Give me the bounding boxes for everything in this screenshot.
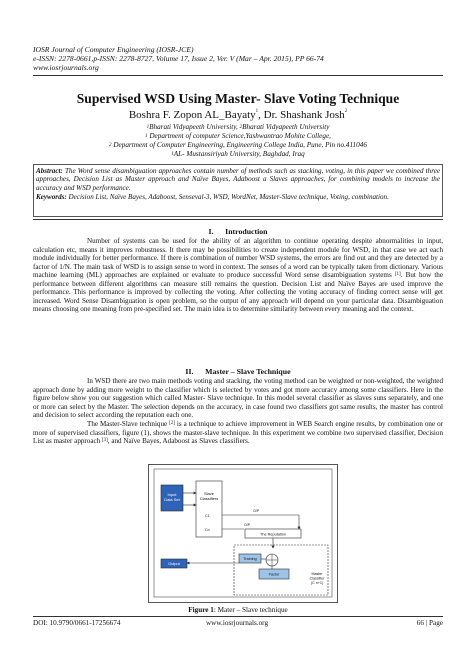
op1-label: O/P	[253, 509, 260, 513]
caption-label: Figure 1	[188, 606, 214, 614]
affiliation-line-1	[33, 123, 443, 132]
section-number: II.	[185, 367, 194, 376]
section-heading-master-slave	[33, 367, 443, 376]
slave-classifiers-label: Slave Classifiers	[199, 491, 219, 501]
author-2: , Dr. Shashank Josh	[258, 109, 345, 121]
affiliation-line-4	[33, 150, 443, 159]
paragraph-text: , and Naïve Bayes, Adaboost as Slaves classifiers.	[107, 437, 250, 446]
citation: [2]	[169, 421, 175, 426]
footer-page: 66 | Page	[416, 619, 443, 627]
footer-rule	[33, 616, 443, 617]
authors-line	[33, 109, 443, 121]
master-classifier-label: Master Classifier (C n+1)	[309, 572, 325, 585]
paragraph-text: is a technique to achieve improvement in WEB Search engine results, by combination one or more of supervised classifiers, figure (1), shows the master-slave technique. In this experiment we combine two supervised classifier, Decision List as master approach	[33, 420, 443, 446]
header-rule	[33, 75, 443, 76]
abstract	[36, 167, 440, 192]
figure-caption	[33, 606, 443, 614]
affiliation-sup: 2	[239, 125, 243, 130]
keywords-text: Decision List, Naïve Bayes, Adaboost, Senseval-3, WSD, WordNet, Master-Slave technique, Voting, combination.	[66, 193, 389, 201]
affiliation-line-3	[33, 141, 443, 150]
abstract-rule	[33, 219, 443, 220]
affiliation-text: Bharati Vidyapeeth University,	[149, 123, 240, 131]
affiliation-sup: 1	[145, 134, 148, 139]
paragraph-text: The Master-Slave technique	[87, 420, 170, 428]
affiliation-sup: 2	[109, 143, 112, 148]
paragraph	[33, 237, 443, 314]
op2-label: O/P	[244, 523, 251, 527]
affiliation-sup: 1	[171, 152, 174, 157]
abstract-label: Abstract:	[36, 167, 63, 175]
factor-label: Factor	[268, 572, 280, 577]
paragraph	[33, 420, 443, 446]
paragraph-text: Number of systems can be used for the ability of an algorithm to continue operating despite abnormalities in input, calculation etc, means it improves robustness. It there may be possibilities to create independent module for WSD, in that case we act each module individually for better performance. If there is combination of number WSD systems, the errors are find out and they are detected by a factor of 1/N. The main task of WSD is to assign sense to word in context. The senses of a word can be typically taken from dictionary. Various machine learning (ML) approaches are explained or evaluate to produce successful Word sense disambiguation systems	[33, 237, 443, 280]
footer-website: www.iosrjournals.org	[205, 619, 269, 627]
abstract-text: The Word sense disambiguation approaches contain number of methods such as stacking, voting, in this paper we combined three approaches, Decision List as Master approach and Naïve Bayes, Adaboost a Slaves approaches, for combining models to increase the accuracy and WSD performance.	[36, 167, 440, 192]
paragraph-text: In WSD there are two main methods voting and stacking, the voting method can be weighted or non-weighted, the weighted approach done by adding more weight to the classifier which is selected by votes and got more accuracy among some classifiers. Here in the figure below show you our suggestion which called Master- Slave technique. In this model several classifier as slaves suns separately, and one or more can select by the Master. The selection depends on the accuracy, in case found two classifiers got same results, the master has control and decision to select according the reputation each one.	[33, 377, 443, 420]
training-label: Training	[243, 557, 257, 561]
section-title: Introduction	[225, 227, 268, 236]
reputation-label: The Reputation	[260, 532, 286, 537]
output-label: Output	[168, 562, 180, 566]
journal-name: IOSR Journal of Computer Engineering (IOSR-JCE)	[33, 45, 194, 54]
citation: [3]	[101, 438, 108, 444]
input-dataset-label: Input Data Set	[164, 492, 180, 502]
author-1: Boshra F. Zopon AL_Bayaty	[128, 109, 256, 121]
master-slave-diagram	[149, 465, 337, 602]
section-heading-introduction	[33, 227, 443, 236]
c1-label: C1	[205, 514, 210, 518]
paper-title: Supervised WSD Using Master- Slave Voting Technique	[76, 91, 400, 106]
affiliation-sup: 1	[146, 125, 150, 130]
affiliation-text: Bharati Vidyapeeth University	[242, 123, 330, 131]
paragraph	[33, 377, 443, 420]
section-number: I.	[208, 227, 214, 236]
citation: [1]	[394, 272, 401, 278]
caption-text: : Mater – Slave technique	[213, 606, 288, 614]
affiliation-line-2	[33, 132, 443, 141]
affiliation-text: AL- Mustansiriyah University, Baghdad, Iraq	[173, 150, 305, 158]
journal-website: www.iosrjournals.org	[33, 63, 99, 72]
master-slave-figure	[148, 464, 338, 603]
affiliation-text: Department of Computer Engineering, Engineering College India, Pune, Pin no.411046	[111, 141, 367, 149]
issn-line: e-ISSN: 2278-0661,p-ISSN: 2278-8727, Volume 17, Issue 2, Ver. V (Mar – Apr. 2015), PP 66-74	[33, 54, 324, 63]
affiliation-text: Department of computer Science,Yashwantrao Mohite College,	[147, 132, 331, 140]
author-1-sup: 1	[255, 109, 259, 114]
keywords-label: Keywords:	[36, 193, 67, 201]
author-2-sup: 2	[344, 109, 348, 114]
keywords	[36, 193, 440, 201]
section-title: Master – Slave Technique	[205, 367, 291, 376]
cn-label: Cn	[205, 528, 210, 532]
footer-doi: DOI: 10.9790/0661-17256674	[33, 619, 121, 627]
paragraph-text: . But how the performance between different algorithms can measure still remains the question. Decision List and Naïve Bayes are used improve the performance. This performance is improved by collecting the voting. After collecting the voting accuracy of finding correct sense will get increased. Word Sense Disambiguation is open problem, so the output of any approach will depend on your particular data. Disambiguation means choosing one meaning from pre-specified set. The main idea is to determine similarity between every meaning and the context.	[33, 271, 443, 314]
